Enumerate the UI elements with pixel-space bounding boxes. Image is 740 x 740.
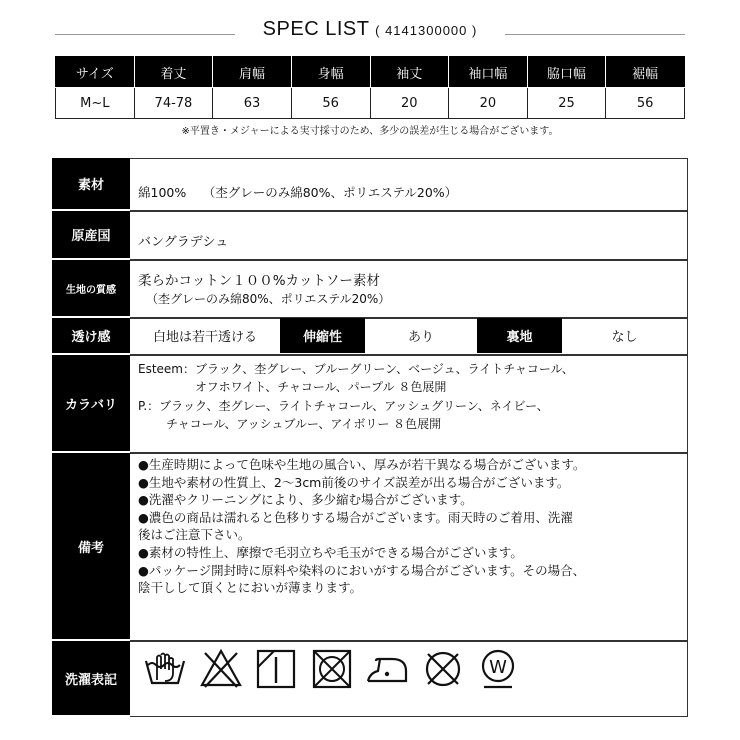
size-table [55,56,685,119]
texture-line-1: 柔らかコットン１００%カットソー素材 [138,273,380,289]
col-header: 脇口幅 [527,57,606,88]
col-header: サイズ [56,57,135,88]
remarks-label: 備考 [52,453,130,639]
title-rule-left [55,34,235,35]
table-cell: 20 [449,88,528,119]
list-item: ●パッケージ開封時に原料や染料のにおいがする場合がございます。その場合、 [138,562,586,578]
see-through-value: 白地は若干透ける [152,330,257,345]
wet-clean-letter: W [489,657,507,678]
table-cell: 63 [213,88,292,119]
no-bleach-icon [199,647,243,691]
no-tumble-dry-icon [310,647,354,691]
care-label: 洗濯表記 [52,641,130,715]
line-dry-shade-icon [254,647,298,691]
list-item: ●素材の特性上、摩擦で毛羽立ちや毛玉ができる場合がございます。 [138,544,523,560]
col-header: 身幅 [291,57,370,88]
material-value: 綿100% （杢グレーのみ綿80%、ポリエステル20%） [138,185,458,200]
measurement-note: ※平置き・メジャーによる実寸採寸のため、多少の誤差が生じる場合がございます。 [181,126,559,137]
table-cell: M~L [56,88,135,119]
material-label: 素材 [52,158,130,209]
list-item: ●生地や素材の性質上、2～3cm前後のサイズ誤差が出る場合がございます。 [138,474,570,490]
stretch-value: あり [407,330,434,345]
list-item: 後はご注意下さい。 [138,527,251,543]
see-through-label: 透け感 [52,318,130,353]
color-line: オフホワイト、チャコール、パープル ８色展開 [195,380,447,394]
stretch-label: 伸縮性 [280,318,365,353]
size-table-header-row [56,57,685,88]
list-item: ●洗濯やクリーニングにより、多少縮む場合がございます。 [138,492,473,508]
lining-value: なし [611,330,638,345]
title-text: SPEC LIST [262,18,370,40]
lining-label: 裏地 [477,318,562,353]
iron-low-icon [366,647,410,691]
no-dry-clean-icon [421,647,465,691]
table-cell: 56 [606,88,685,119]
color-line: チャコール、アッシュブルー、アイボリー ８色展開 [166,417,442,431]
product-code: ( 4141300000 ) [375,23,478,38]
color-line: P.：ブラック、杢グレー、ライトチャコール、アッシュグリーン、ネイビー、 [138,399,549,413]
texture-label: 生地の質感 [52,260,130,316]
list-item: ●生産時期によって色味や生地の風合い、厚みが若干異なる場合がございます。 [138,457,586,472]
size-table-row [56,88,685,119]
color-line: Esteem：ブラック、杢グレー、ブルーグリーン、ベージュ、ライトチャコール、 [138,362,574,376]
col-header: 袖口幅 [449,57,528,88]
origin-label: 原産国 [52,211,130,258]
page-title [235,18,505,41]
wet-clean-icon [476,647,520,691]
title-rule-right [505,34,685,35]
colors-label: カラバリ [52,355,130,451]
table-cell: 25 [527,88,606,119]
remarks-list [138,456,683,597]
hand-wash-icon [143,647,187,691]
col-header: 着丈 [134,57,213,88]
origin-value: バングラデシュ [138,235,229,250]
col-header: 裾幅 [606,57,685,88]
list-item: 陰干しして頂くとにおいが薄まります。 [138,580,363,596]
col-header: 肩幅 [213,57,292,88]
list-item: ●濃色の商品は濡れると色移りする場合がございます。雨天時のご着用、洗濯 [138,509,573,525]
texture-line-2: （杢グレーのみ綿80%、ポリエステル20%） [146,292,391,306]
col-header: 袖丈 [370,57,449,88]
table-cell: 74-78 [134,88,213,119]
table-cell: 20 [370,88,449,119]
table-cell: 56 [291,88,370,119]
